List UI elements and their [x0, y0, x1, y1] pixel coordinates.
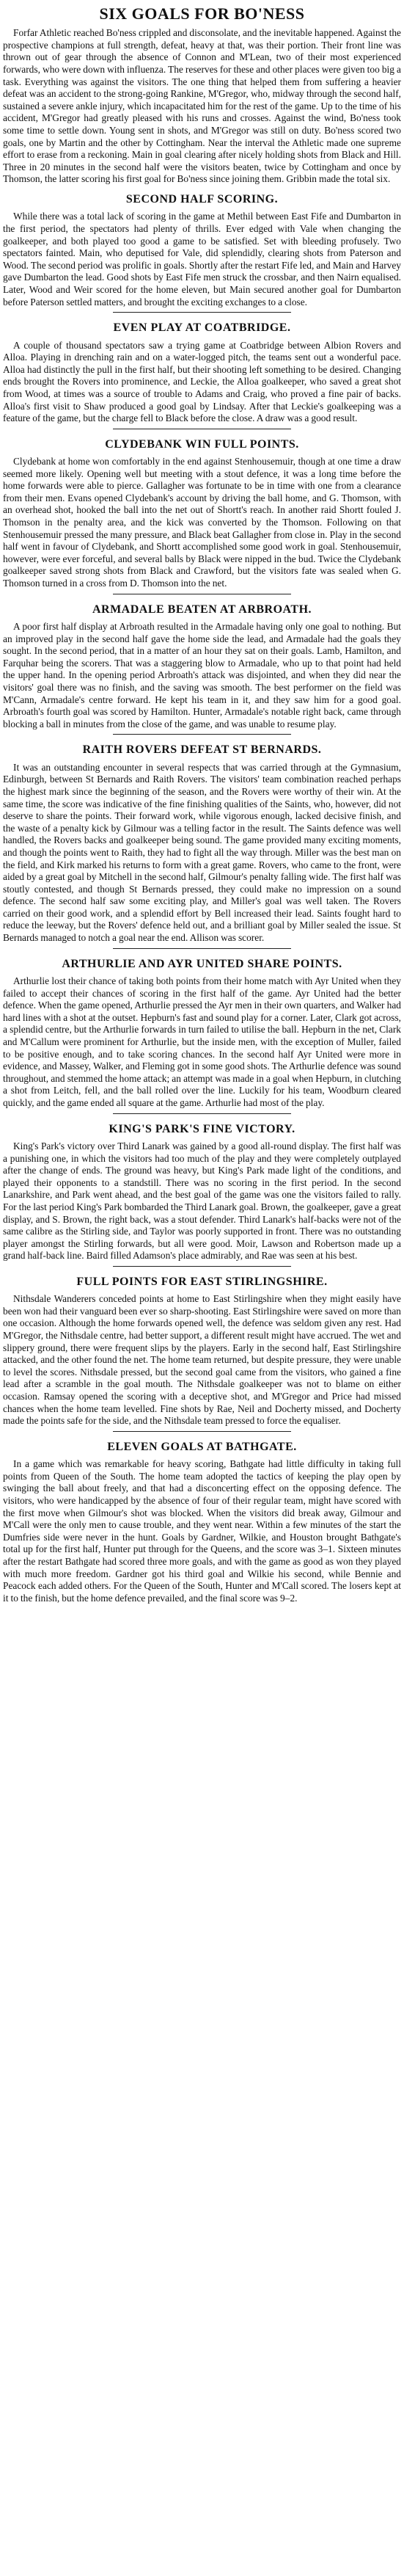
article-eleven-goals-bathgate: [3, 1433, 401, 1605]
headline: ELEVEN GOALS AT BATHGATE.: [107, 1440, 297, 1453]
paragraph: Arthurlie lost their chance of taking both points from their home match with Ayr United when they failed to accept their chances of scoring in the first half of the game. Ayr United had the better defence. When the game opened, Arthurlie pressed the Ayr men in their own quarters, and Walker had hard lines with a shot at the outset. Hepburn's fast and sound play for a corner. Later, Clark got across, a splendid centre, but the Arthurlie forwards in turn failed to utilise the ball. Hepburn in the net, Clark and M'Callum were prominent for Arthurlie, but the inside men, with the exception of Muller, failed to be positive enough, and to take scoring chances. In the second half Ayr United were more in evidence, and Massey, Walker, and Fleming got in some good shots. The Arthurlie defence was sound throughout, and stemmed the home attack; an attempt was made in a goal when Hepburn, in clutching a shot from Leitch, fell, and the ball rolled over the line. Luckily for his team, Woodburn cleared quickly, and the game ended all square at the game. Arthurlie had most of the play.: [3, 975, 401, 1108]
paragraph: While there was a total lack of scoring in the game at Methil between East Fife and Dumbarton in the first period, the spectators had plenty of thrills. Ever edged with Vale when changing the goalkeeper, and both played too good a game to be satisfied. Set with bleeding profusely. Two spectators fainted. Main, who deputised for Vale, did splendidly, clearing shots from Paterson and Wood. The second period was prolific in goals. Shortly after the restart Fife led, and Main and Harvey gave Dumbarton the lead. Good shots by East Fife men struck the crossbar, and then Nairn equalised. Later, Wood and Weir scored for the home eleven, but Main secured another goal for Dumbarton before Paterson settled matters, and brought the exciting exchanges to a close.: [3, 211, 401, 308]
headline: SECOND HALF SCORING.: [125, 193, 279, 206]
article-full-points-east-stirlingshire: [3, 1268, 401, 1427]
article-six-goals: [3, 0, 401, 186]
paragraph: King's Park's victory over Third Lanark was gained by a good all-round display. The first half was a punishing one, in which the visitors had too much of the play and they were completely outplayed after the change of ends. The ground was heavy, but King's Park made light of the conditions, and played their opponents to a standstill. There was no scoring in the first period. In the second Lanarkshire, and Park went ahead, and the best goal of the game was one the visitors failed to rally. For the last period King's Park bombarded the Third Lanark goal. Brown, the goalkeeper, gave a great display, and S. Brown, the right back, was a stout defender. Third Lanark's half-backs were not of the same calibre as the Stirling side, and Taylor was poorly supported in front. There was no outstanding player amongst the Stirling forwards, but all were good. Moir, Lawson and Robertson made up a grand half-back line. Baird filled Adamson's place admirably, and Rae was seen at his best.: [3, 1140, 401, 1262]
headline: RAITH ROVERS DEFEAT ST BERNARDS.: [82, 743, 322, 757]
article-second-half-scoring: [3, 186, 401, 308]
headline: ARMADALE BEATEN AT ARBROATH.: [92, 603, 312, 616]
article-arthurlie-ayr: [3, 950, 401, 1110]
article-even-play-coatbridge: [3, 314, 401, 425]
paragraph: In a game which was remarkable for heavy scoring, Bathgate had little difficulty in taking full points from Queen of the South. The home team adopted the tactics of keeping the play open by swinging the ball about freely, and that had a disconcerting effect on the opposing defence. The visitors, who were handicapped by the absence of four of their regular team, might have scored with the first move when Gilmour's shot was blocked. When the visitors did break away, Gilmour and M'Call were the only men to cause trouble, and they went near. Within a few minutes of the start the Dumfries side were never in the hunt. Goals by Gardner, Wilkie, and Houston brought Bathgate's total up for the first half, Hunter put through for the Queens, and the score was 3–1. Sixteen minutes after the restart Bathgate had scored three more goals, and with the game as good as won they played with much more freedom. Gardner got his third goal and Wilkie his second, while Bennie and Peacock each added others. For the Queen of the South, Hunter and M'Call scored. The losers kept at it to the finish, but the home defence prevailed, and the final score was 9–2.: [3, 1458, 401, 1604]
paragraph: Forfar Athletic reached Bo'ness crippled and disconsolate, and the inevitable happened. Against the prospective champions at full strength, defeat, heavy at that, was their portion. Their front line was thrown out of gear through the absence of Connon and M'Lean, two of their most experienced forwards, who were down with influenza. The reserves for these and other places were given too big a task. Everything was against the visitors. The one thing that helped them from suffering a heavier defeat was an accident to the strong-going Rankine, M'Gregor, who, midway through the second half, sustained a severe ankle injury, which incapacitated him for the rest of the game. Up to the time of his accident, M'Gregor had greatly pleased with his runs and crosses. Against the wind, Bo'ness took some time to settle down. Young sent in shots, and M'Gregor was still on duty. Bo'ness scored two goals, one by Martin and the other by Cottingham. Near the interval the Athletic made one supreme effort to erase from a reckoning. Main in goal clearing after nicely holding shots from Black and Hill. Three in 20 minutes in the second half were the visitors beaten, twice by Cottingham and once by Thomson, the latter scoring his first goal for Bo'ness since joining them. Gribbin made the total six.: [3, 27, 401, 185]
paragraph: Clydebank at home won comfortably in the end against Stenhousemuir, though at one time a draw seemed more likely. Opening well but meeting with a stout defence, it was a long time before the home forwards were able to pierce. Gallagher was fortunate to be in time with one from a clearance from their men. Evans opened Clydebank's account by driving the ball home, and G. Thomson, with an overhead shot, hooked the ball into the net out of Shortt's reach. In another raid Shortt fouled J. Thomson in the penalty area, and the kick was converted by the Thomson. Following on that Stenhousemuir pressed the many pressure, and Black beat Gallagher from close in. Play in the second half went in favour of Clydebank, and Shortt accomplished some good work in goal. Stenhousemuir, however, were ever forceful, and several balls by Black were nipped in the bud. Twice the Clydebank goalkeeper saved strong shots from Black and Crawford, but the visitors fate was sealed when G. Thomson turned in a cross from D. Thomson into the net.: [3, 456, 401, 589]
paragraph: It was an outstanding encounter in several respects that was carried through at the Gymnasium, Edinburgh, between St Bernards and Raith Rovers. The visitors' team combination reached perhaps the highest mark since the beginning of the season, and the Rovers were worthy of their win. At the same time, the score was indicative of the fine finishing qualities of the Saints, who, however, did not deserve to share the points. Their forward work, while vigorous enough, lacked decisive finish, and the waste of a penalty kick by Gilmour was a telling factor in the result. The Saints defence was well handled, the Rovers backs and goalkeeper being sound. The game provided many exciting moments, and though the points went to Raith, they had to fight all the way through. Miller was the best man on the field, and Kirk marked his returns to form with a great game. Rovers, who came to the front, were aided by a great goal by Mitchell in the second half, Gilmour's penalty falling wide. The first half was stoutly contested, and though St Bernards pressed, they could make no impression on a sound defence. The second half saw some exciting play, and Miller's goal was well taken. The Rovers carried on their good work, and a splendid effort by Bell increased their lead. Saints fought hard to reduce the leeway, but the Rovers' defence held out, and a brilliant goal by Miller sealed the issue. St Bernards managed to notch a goal near the end. Allison was scorer.: [3, 761, 401, 944]
headline: CLYDEBANK WIN FULL POINTS.: [105, 437, 299, 451]
article-armadale-beaten: [3, 596, 401, 731]
divider: [113, 1431, 291, 1432]
divider: [113, 734, 291, 735]
paragraph: A poor first half display at Arbroath resulted in the Armadale having only one goal to nothing. But an improved play in the second half gave the home side the lead, and Armadale had the goals they sought. In the second period, that in a matter of an hour they sat on their goals. Lamb, Hamilton, and Farquhar being the scorers. That was a staggering blow to Armadale, who up to that point had held the upper hand. In the opening period Arbroath's attack was disjointed, and when they did near the visitors' goal there was no finish, and the saving was smooth. The best performer on the field was M'Cann, Armadale's centre forward. He kept his team in it, and they saw him for a good goal. Arbroath's fourth goal was scored by Hamilton. Hunter, Armadale's notable right back, came through blocking a ball in minutes from the close of the game, and was unable to resume play.: [3, 621, 401, 729]
divider: [113, 312, 291, 313]
headline: KING'S PARK'S FINE VICTORY.: [109, 1122, 295, 1135]
divider: [113, 1266, 291, 1267]
divider: [113, 1113, 291, 1114]
divider: [113, 948, 291, 949]
headline: EVEN PLAY AT COATBRIDGE.: [113, 321, 291, 335]
headline: FULL POINTS FOR EAST STIRLINGSHIRE.: [76, 1275, 328, 1288]
article-kings-park: [3, 1116, 401, 1262]
article-raith-rovers: [3, 736, 401, 944]
paragraph: Nithsdale Wanderers conceded points at home to East Stirlingshire when they might easily have been won had their vanguard been ever so sharp-shooting. East Stirlingshire were saved on more than one occasion. Although the home forwards opened well, the defence was seldom given any rest. Had M'Gregor, the Nithsdale centre, had better support, a different result might have accrued. The wet and slippery ground, there were frequent slips by the players. Early in the second half, East Stirlingshire attacked, and the other found the net. The home team returned, but despite pressure, they were unable to level the scores. Nithsdale pressed, but the second goal came from the visitors, who gained a fine lead after a scramble in the goal mouth. The Nithsdale goalkeeper was not to blame on either occasion. Ramsay opened the scoring with a deceptive shot, and M'Gregor and Price had missed chances when the home team levelled. Fine shots by Rae, Neil and Docherty missed, and Docherty made the points safe for the side, and the Nithsdale team pressed to force the equaliser.: [3, 1293, 401, 1427]
paragraph: A couple of thousand spectators saw a trying game at Coatbridge between Albion Rovers and Alloa. Playing in drenching rain and on a water-logged pitch, the teams sent out a wonderful pace. Alloa had distinctly the pull in the first half, but their shooting left something to be desired. Changing ends brought the Rovers into prominence, and Leckie, the Alloa goalkeeper, who saved a great shot from Wood, at times was a source of trouble to Adams and Craig, who proved a fine pair of backs. Alloa's first visit to Shaw produced a good goal by Lindsay. After that Leckie's goalkeeping was a feature of the game, but the charge fell to Black before the close. A draw was a good result.: [3, 339, 401, 424]
headline: ARTHURLIE AND AYR UNITED SHARE POINTS.: [62, 957, 342, 970]
headline: SIX GOALS FOR BO'NESS: [99, 4, 305, 23]
article-clydebank-full-points: [3, 431, 401, 590]
